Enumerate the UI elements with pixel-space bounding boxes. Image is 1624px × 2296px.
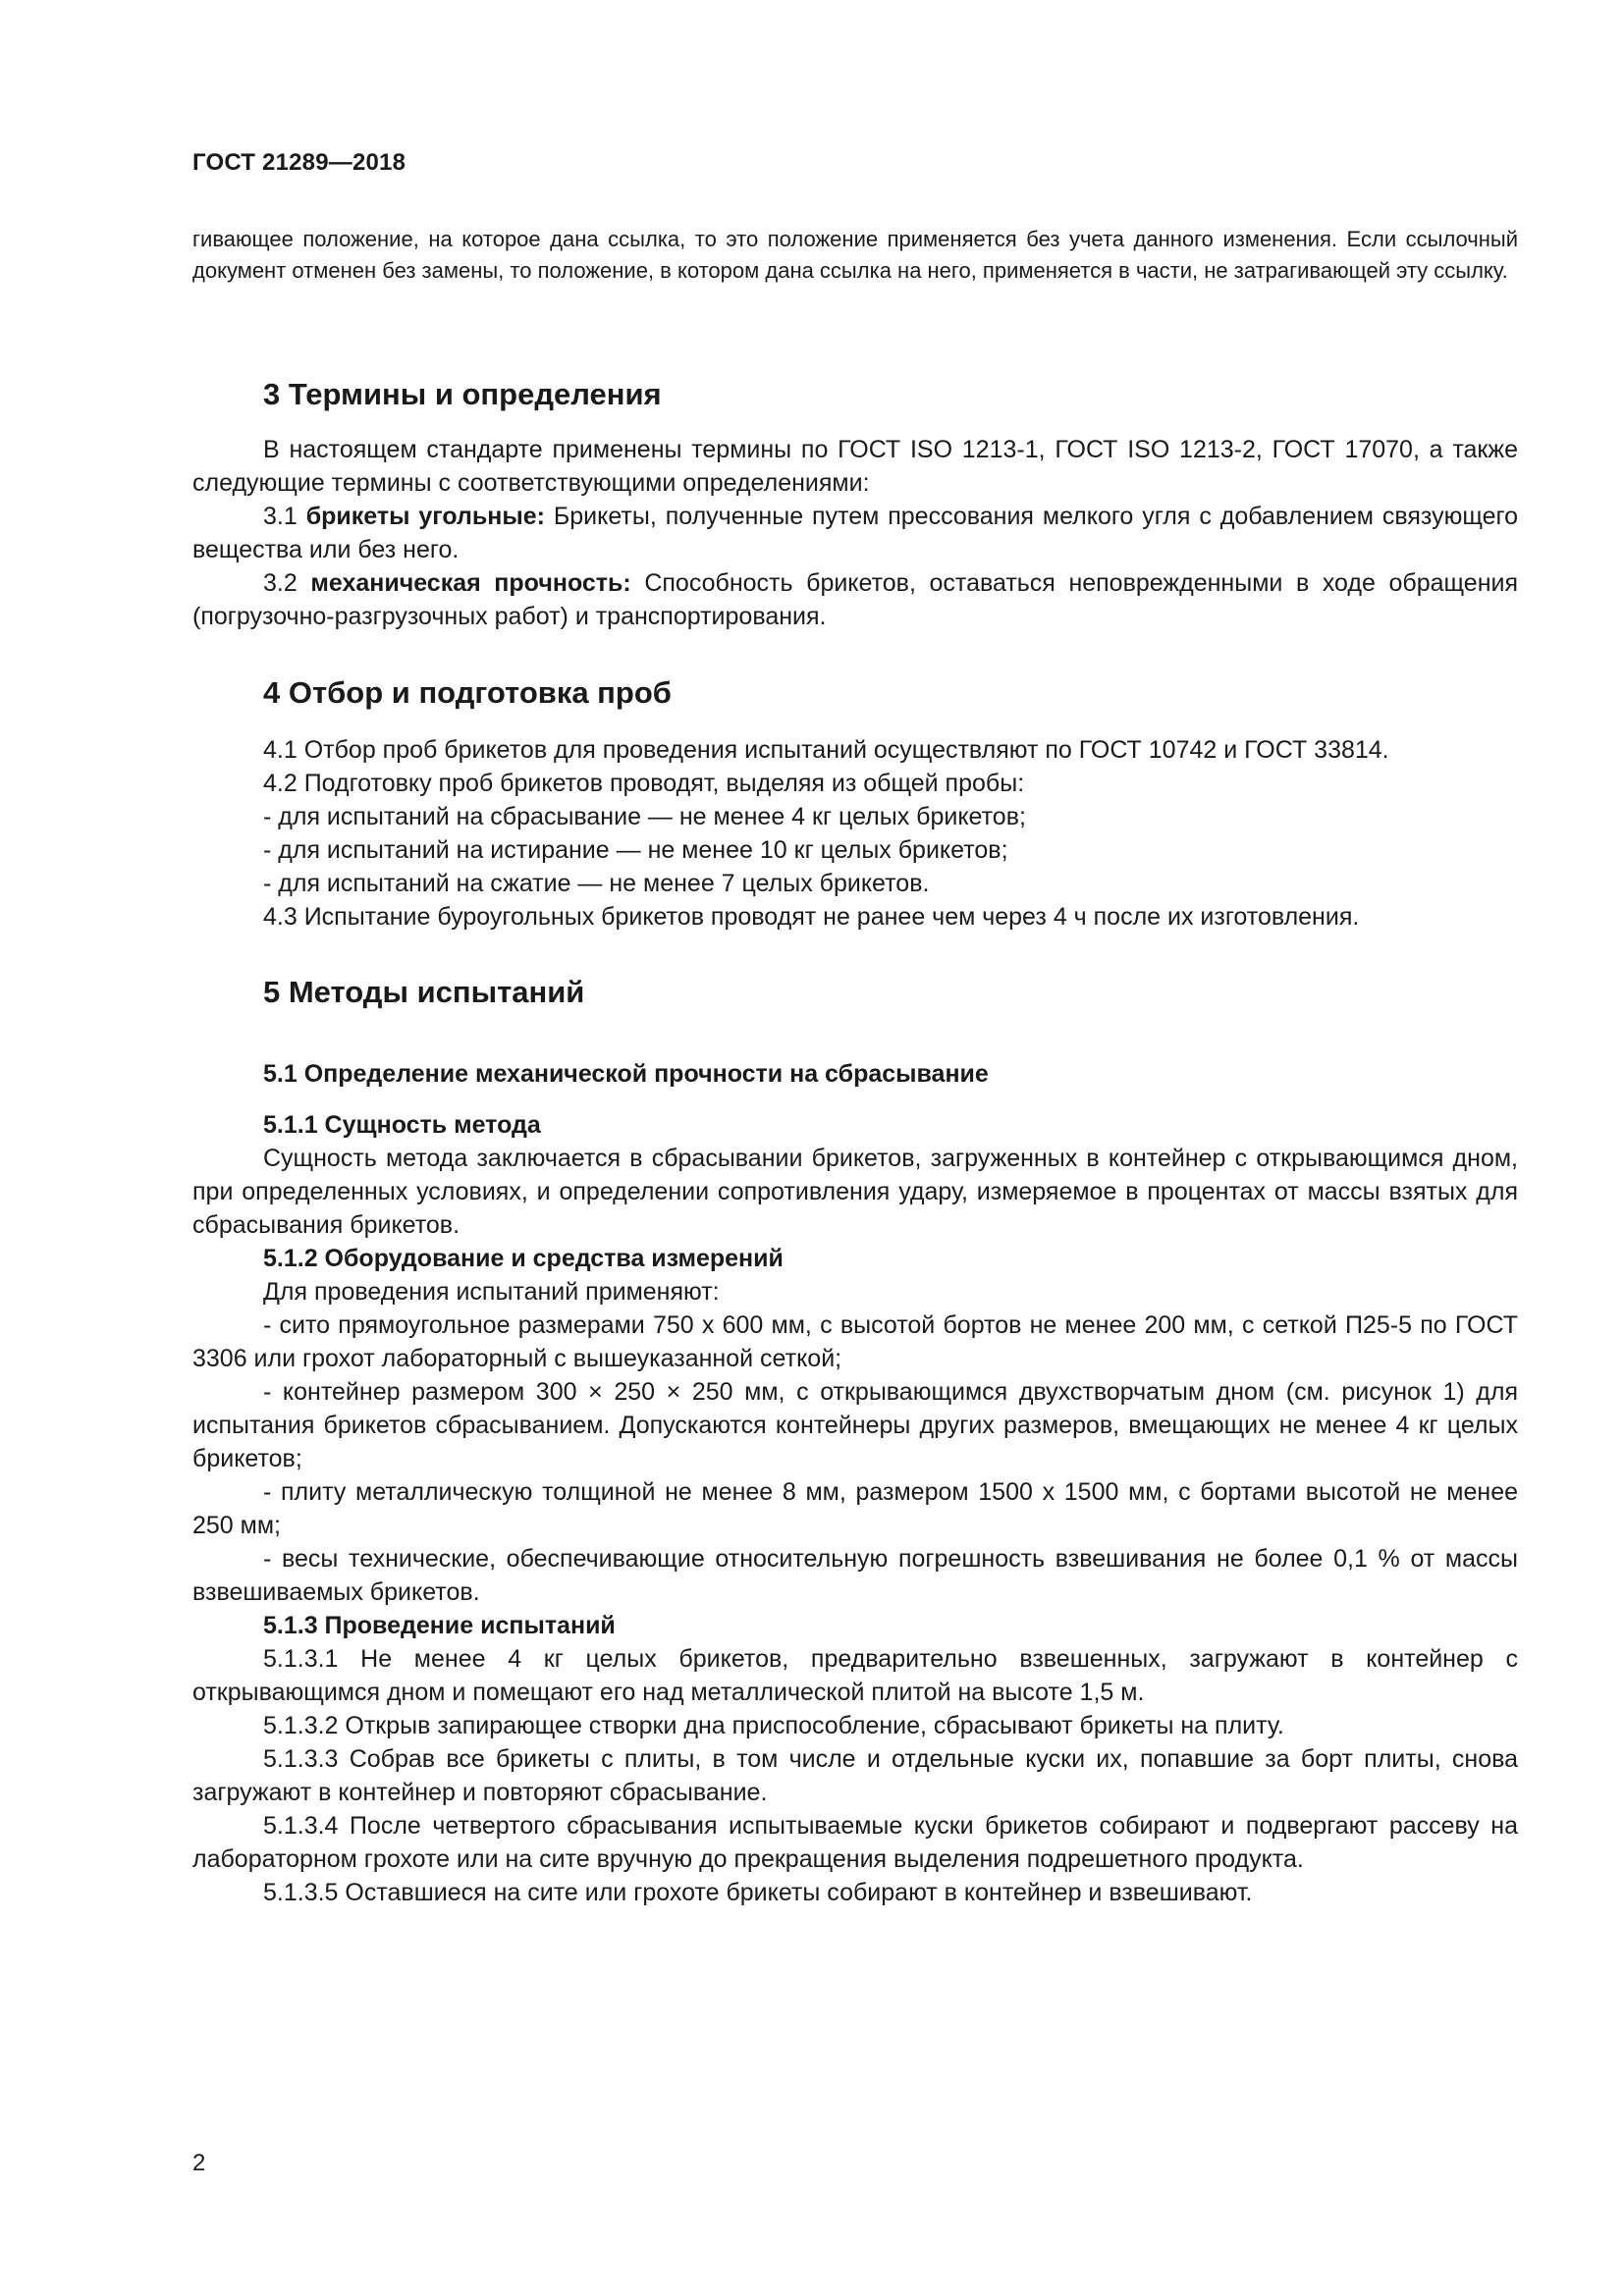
term-3-2-definition: Способность брикетов, оставаться неповрежденными в ходе обращения (погрузочно-разгрузочных работ) и транспортирования.: [192, 569, 1519, 630]
list-item: - весы технические, обеспечивающие относительную погрешность взвешивания не более 0,1 % от массы взвешиваемых брикетов.: [192, 1545, 1518, 1606]
section-5-title: 5 Методы испытаний: [263, 975, 585, 1009]
section-4-title: 4 Отбор и подготовка проб: [263, 675, 672, 710]
term-3-2-number: 3.2: [263, 569, 298, 597]
procedure-step: 5.1.3.1 Не менее 4 кг целых брикетов, предварительно взвешенных, загружают в контейнер с открывающимся дном и помещают его над металлической плитой на высоте 1,5 м.: [192, 1645, 1518, 1706]
subsection-5-1-2-intro: Для проведения испытаний применяют:: [263, 1278, 720, 1306]
term-3-2: [192, 566, 1518, 633]
procedure-step: 5.1.3.3 Собрав все брикеты с плиты, в том числе и отдельные куски их, попавшие за борт плиты, снова загружают в контейнер и повторяют сбрасывание.: [192, 1745, 1518, 1806]
section-3-body: [192, 433, 1518, 633]
list-item: - плиту металлическую толщиной не менее 8 мм, размером 1500 х 1500 мм, с бортами высотой не менее 250 мм;: [192, 1478, 1518, 1539]
procedure-step: 5.1.3.4 После четвертого сбрасывания испытываемые куски брикетов собирают и подвергают рассеву на лабораторном грохоте или на сите вручную до прекращения выделения подрешетного продукта.: [192, 1812, 1518, 1873]
subsection-5-1-1-title: 5.1.1 Сущность метода: [263, 1111, 541, 1139]
intro-paragraph: гивающее положение, на которое дана ссылка, то это положение применяется без учета данного изменения. Если ссылочный документ отменен без замены, то положение, в котором дана ссылка на него, применяется в части, не затрагивающей эту ссылку.: [192, 227, 1518, 283]
section-3-title: 3 Термины и определения: [263, 377, 662, 411]
subsection-5-1-3-title: 5.1.3 Проведение испытаний: [263, 1612, 616, 1639]
para-4-2: 4.2 Подготовку проб брикетов проводят, выделяя из общей пробы:: [263, 770, 1025, 797]
page-number: 2: [192, 2150, 206, 2176]
term-3-1-number: 3.1: [263, 503, 298, 530]
subsection-5-1-title: 5.1 Определение механической прочности на сбрасывание: [263, 1060, 989, 1088]
list-item: - сито прямоугольное размерами 750 х 600 мм, с высотой бортов не менее 200 мм, с сеткой П25-5 по ГОСТ 3306 или грохот лабораторный с вышеуказанной сеткой;: [192, 1311, 1518, 1372]
term-3-1-definition: Брикеты, полученные путем прессования мелкого угля с добавлением связующего вещества или без него.: [192, 503, 1519, 563]
section-5-body: [192, 1057, 1518, 1909]
procedure-step: 5.1.3.5 Оставшиеся на сите или грохоте брикеты собирают в контейнер и взвешивают.: [263, 1879, 1253, 1906]
term-3-1: [192, 500, 1518, 566]
document-code-header: ГОСТ 21289—2018: [192, 149, 406, 176]
subsection-5-1-2-title: 5.1.2 Оборудование и средства измерений: [263, 1245, 784, 1272]
procedure-step: 5.1.3.2 Открыв запирающее створки дна приспособление, сбрасывают брикеты на плиту.: [263, 1712, 1284, 1739]
list-item: - контейнер размером 300 × 250 × 250 мм, с открывающимся двухстворчатым дном (см. рисунок 1) для испытания брикетов сбрасыванием. Допускаются контейнеры других размеров, вмещающих не менее 4 кг целых брикетов;: [192, 1378, 1518, 1472]
term-3-2-name: механическая прочность:: [310, 569, 631, 597]
list-item: - для испытаний на истирание — не менее 10 кг целых брикетов;: [263, 836, 1008, 864]
subsection-5-1-1-text: Сущность метода заключается в сбрасывании брикетов, загруженных в контейнер с открывающимся дном, при определенных условиях, и определении сопротивления удару, измеряемое в процентах от массы взятых для сбрасывания брикетов.: [192, 1145, 1518, 1239]
list-item: - для испытаний на сжатие — не менее 7 целых брикетов.: [263, 870, 930, 897]
section-4-body: [192, 733, 1518, 934]
para-4-3: 4.3 Испытание буроугольных брикетов проводят не ранее чем через 4 ч после их изготовления.: [263, 903, 1360, 931]
list-item: - для испытаний на сбрасывание — не менее 4 кг целых брикетов;: [263, 803, 1026, 830]
para-4-1: 4.1 Отбор проб брикетов для проведения испытаний осуществляют по ГОСТ 10742 и ГОСТ 33814.: [263, 736, 1389, 764]
section-3-intro: В настоящем стандарте применены термины по ГОСТ ISO 1213-1, ГОСТ ISO 1213-2, ГОСТ 17070, а также следующие термины с соответствующими определениями:: [192, 436, 1518, 497]
term-3-1-name: брикеты угольные:: [305, 503, 545, 530]
